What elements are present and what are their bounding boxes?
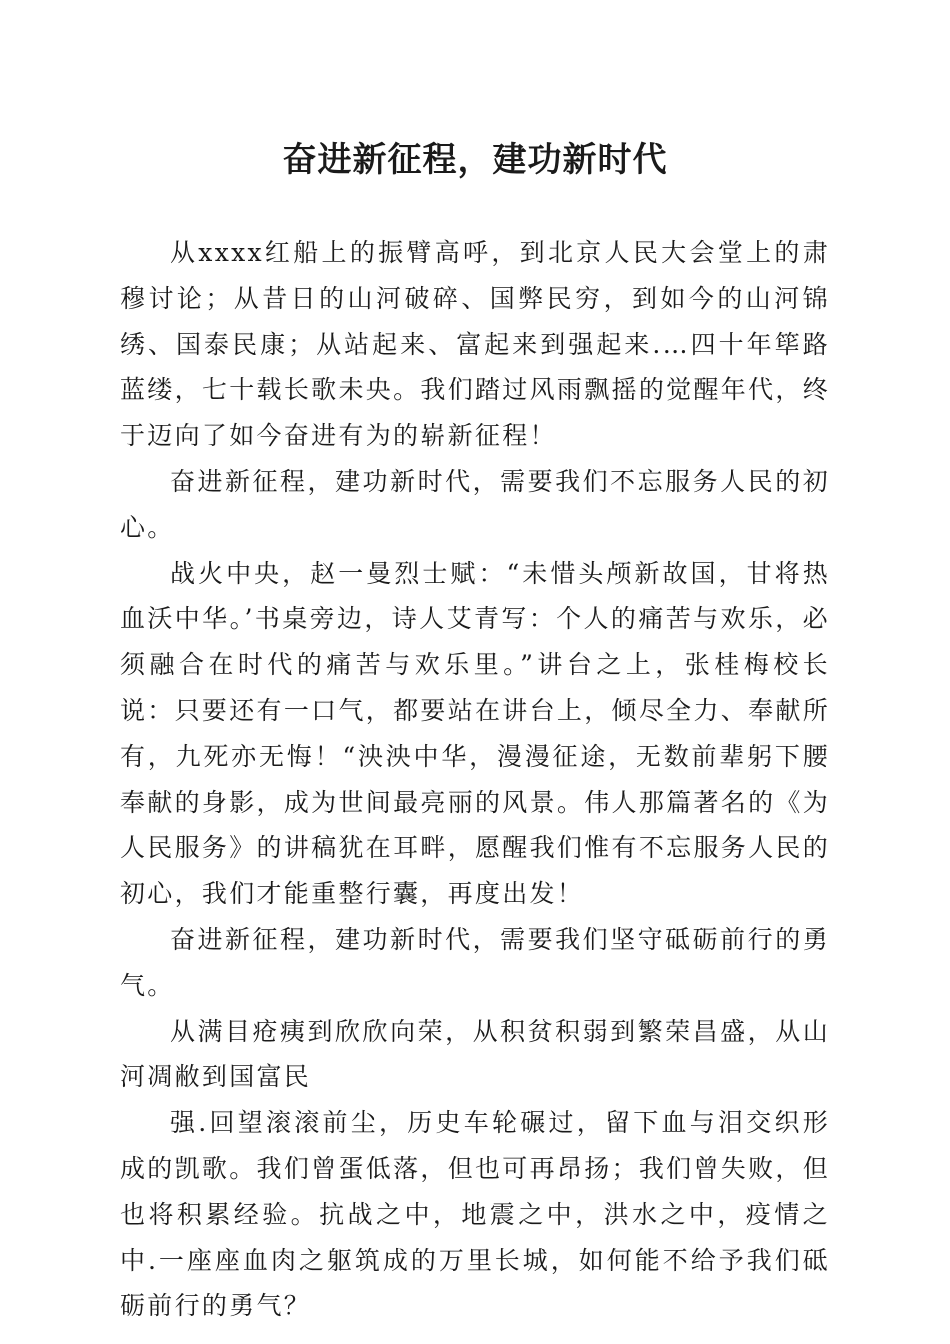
paragraph-4: 奋进新征程，建功新时代，需要我们坚守砥砺前行的勇气。 bbox=[120, 924, 830, 1000]
paragraph-1: 从xxxx红船上的振臂高呼，到北京人民大会堂上的肃穆讨论；从昔日的山河破碎、国弊民穷，到如今的山河锦绣、国泰民康；从站起来、富起来到强起来.…四十年筚路蓝缕，七十载长歌未央。我们踏过风雨飘摇的觉醒年代，终于迈向了如今奋进有为的崭新征程！ bbox=[120, 238, 830, 451]
paragraph-3: 战火中央，赵一曼烈士赋：“未惜头颅新故国，甘将热血沃中华。’书桌旁边，诗人艾青写：个人的痛苦与欢乐，必须融合在时代的痛苦与欢乐里。”讲台之上，张桂梅校长说：只要还有一口气，都要站在讲台上，倾尽全力、奉献所有，九死亦无悔！“泱泱中华，漫漫征途，无数前辈躬下腰奉献的身影，成为世间最亮丽的风景。伟人那篇著名的《为人民服务》的讲稿犹在耳畔，愿醒我们惟有不忘服务人民的初心，我们才能重整行囊，再度出发！ bbox=[120, 558, 830, 909]
paragraph-5: 从满目疮痍到欣欣向荣，从积贫积弱到繁荣昌盛，从山河凋敝到国富民 bbox=[120, 1016, 830, 1092]
paragraph-2: 奋进新征程，建功新时代，需要我们不忘服务人民的初心。 bbox=[120, 466, 830, 542]
document-title: 奋进新征程，建功新时代 bbox=[282, 140, 668, 180]
paragraph-6: 强.回望滚滚前尘，历史车轮碾过，留下血与泪交织形成的凯歌。我们曾蛋低落，但也可再昂扬；我们曾失败，但也将积累经验。抗战之中，地震之中，洪水之中，疫情之中.一座座血肉之躯筑成的万里长城，如何能不给予我们砥砺前行的勇气？ bbox=[120, 1108, 830, 1321]
document-body bbox=[120, 230, 830, 1329]
